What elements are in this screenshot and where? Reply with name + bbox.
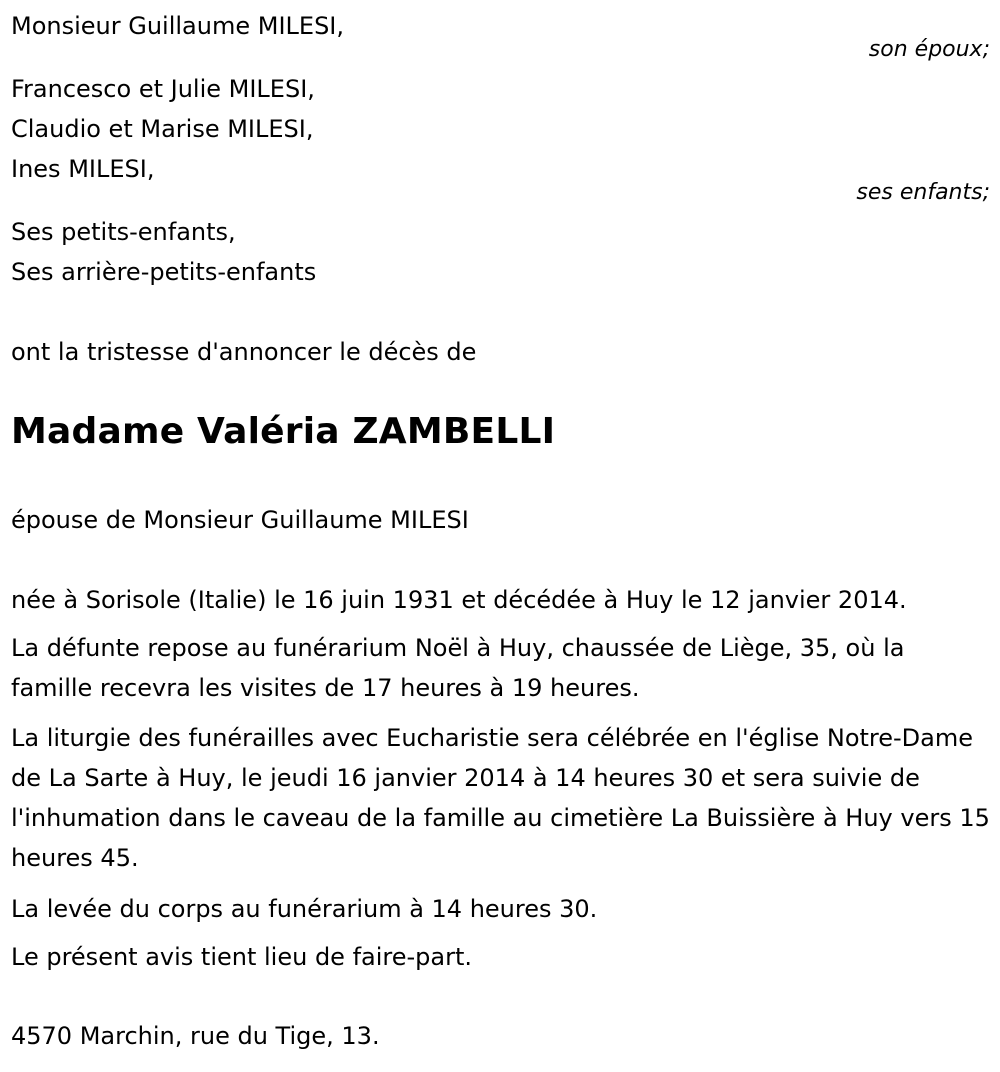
levee-line: La levée du corps au funérarium à 14 heures 30. <box>11 895 598 923</box>
birth-death-line: née à Sorisole (Italie) le 16 juin 1931 et décédée à Huy le 12 janvier 2014. <box>11 586 907 614</box>
spouse-name: Monsieur Guillaume MILESI, <box>11 12 345 40</box>
announcement-intro: ont la tristesse d'annoncer le décès de <box>11 338 477 366</box>
child-name: Francesco et Julie MILESI, <box>11 75 315 103</box>
spouse-relation-line: épouse de Monsieur Guillaume MILESI <box>11 506 469 534</box>
repose-paragraph: La défunte repose au funérarium Noël à Huy, chaussée de Liège, 35, où la famille recevra les visites de 17 heures à 19 heures. <box>11 634 905 702</box>
child-name: Claudio et Marise MILESI, <box>11 115 314 143</box>
spouse-role: son époux; <box>868 37 990 62</box>
grandchildren-line: Ses petits-enfants, <box>11 218 236 246</box>
liturgy-paragraph: La liturgie des funérailles avec Eucharistie sera célébrée en l'église Notre-Dame de La Sarte à Huy, le jeudi 16 janvier 2014 à 14 heures 30 et sera suivie de l'inhumation dans le caveau de la famille au cimetière La Buissière à Huy vers 15 heures 45. <box>11 724 990 872</box>
great-grandchildren-line: Ses arrière-petits-enfants <box>11 258 317 286</box>
address-line: 4570 Marchin, rue du Tige, 13. <box>11 1022 380 1050</box>
notice-line: Le présent avis tient lieu de faire-part. <box>11 943 473 971</box>
children-role: ses enfants; <box>856 180 990 205</box>
deceased-name: Madame Valéria ZAMBELLI <box>11 411 556 452</box>
child-name: Ines MILESI, <box>11 155 155 183</box>
